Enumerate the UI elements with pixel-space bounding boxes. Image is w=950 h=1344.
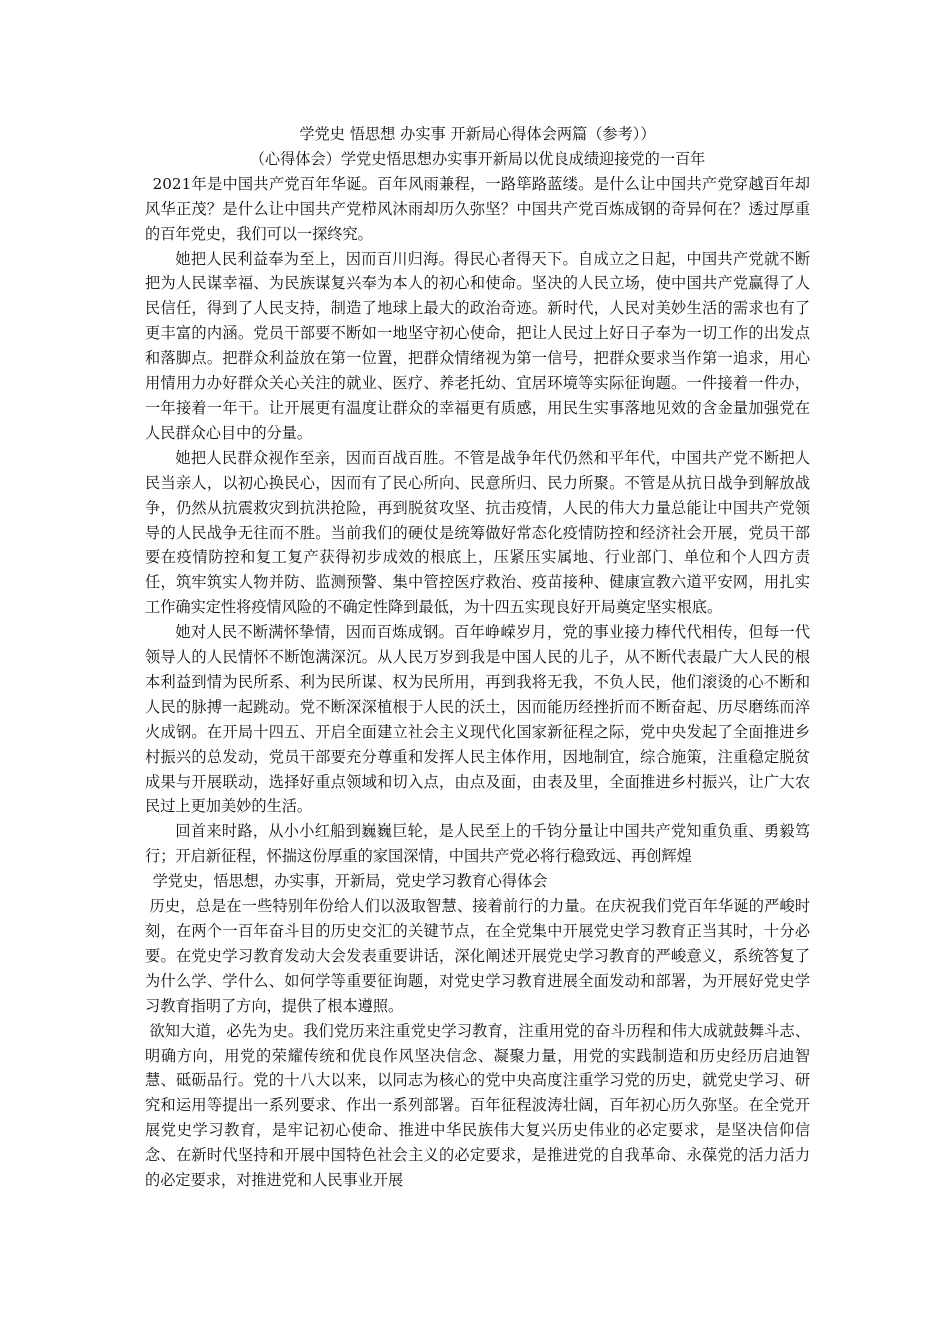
paragraph: 她把人民群众视作至亲，因而百战百胜。不管是战争年代仍然和平年代，中国共产党不断把人民当亲人，以初心换民心，因而有了民心所向、民意所归、民力所聚。不管是从抗日战争到解放战争，仍然从抗震救灾到抗洪抢险，再到脱贫攻坚、抗击疫情，人民的伟大力量总能让中国共产党领导的人民战争无往而不胜。当前我们的硬仗是统筹做好常态化疫情防控和经济社会开展，党员干部要在疫情防控和复工复产获得初步成效的根底上，压紧压实属地、行业部门、单位和个人四方责任，筑牢筑实人物并防、监测预警、集中管控医疗救治、疫苗接种、健康宣教六道平安网，用扎实工作确实定性将疫情风险的不确定性降到最低，为十四五实现良好开局奠定坚实根底。 [145,448,810,617]
paragraph: 她把人民利益奉为至上，因而百川归海。得民心者得天下。自成立之日起，中国共产党就不断把为人民谋幸福、为民族谋复兴奉为本人的初心和使命。坚决的人民立场，使中国共产党赢得了人民信任，得到了人民支持，制造了地球上最大的政治奇迹。新时代，人民对美妙生活的需求也有了更丰富的内涵。党员干部要不断如一地坚守初心使命，把让人民过上好日子奉为一切工作的出发点和落脚点。把群众利益放在第一位置，把群众情绪视为第一信号，把群众要求当作第一追求，用心用情用力办好群众关心关注的就业、医疗、养老托幼、宜居环境等实际征询题。一件接着一件办，一年接着一年干。让开展更有温度让群众的幸福更有质感，用民生实事落地见效的含金量加强党在人民群众心目中的分量。 [145,249,810,442]
document-title: 学党史 悟思想 办实事 开新局心得体会两篇（参考）） [299,125,656,143]
paragraph: 历史，总是在一些特别年份给人们以汲取智慧、接着前行的力量。在庆祝我们党百年华诞的严峻时刻，在两个一百年奋斗目的历史交汇的关键节点，在全党集中开展党史学习教育正当其时，十分必要。在党史学习教育发动大会发表重要讲话，深化阐述开展党史学习教育的严峻意义，系统答复了为什么学、学什么、如何学等重要征询题，对党史学习教育进展全面发动和部署，为开展好党史学习教育指明了方向，提供了根本遵照。 [145,897,810,1015]
paragraph: 2021年是中国共产党百年华诞。百年风雨兼程，一路筚路蓝缕。是什么让中国共产党穿越百年却风华正茂？是什么让中国共产党栉风沐雨却历久弥坚？中国共产党百炼成钢的奇异何在？透过厚重的百年党史，我们可以一探终究。 [145,174,810,243]
document-page [145,122,810,1193]
section-heading: 学党史，悟思想，办实事，开新局，党史学习教育心得体会 [152,872,548,891]
paragraph: 欲知大道，必先为史。我们党历来注重党史学习教育，注重用党的奋斗历程和伟大成就鼓舞斗志、明确方向，用党的荣耀传统和优良作风坚决信念、凝聚力量，用党的实践制造和历史经历启迪智慧、砥砺品行。党的十八大以来，以同志为核心的党中央高度注重学习党的历史，就党史学习、研究和运用等提出一系列要求、作出一系列部署。百年征程波涛壮阔，百年初心历久弥坚。在全党开展党史学习教育，是牢记初心使命、推进中华民族伟大复兴历史伟业的必定要求，是坚决信仰信念、在新时代坚持和开展中国特色社会主义的必定要求，是推进党的自我革命、永葆党的活力活力的必定要求，对推进党和人民事业开展 [145,1021,810,1190]
paragraph: 她对人民不断满怀挚情，因而百炼成钢。百年峥嵘岁月，党的事业接力棒代代相传，但每一代领导人的人民情怀不断饱满深沉。从人民万岁到我是中国人民的儿子，从不断代表最广大人民的根本利益到情为民所系、利为民所谋、权为民所用，再到我将无我，不负人民，他们滚烫的心不断和人民的脉搏一起跳动。党不断深深植根于人民的沃土，因而能历经挫折而不断奋起、历尽磨练而淬火成钢。在开局十四五、开启全面建立社会主义现代化国家新征程之际，党中央发起了全面推进乡村振兴的总发动，党员干部要充分尊重和发挥人民主体作用，因地制宜，综合施策，注重稳定脱贫成果与开展联动，选择好重点领域和切入点，由点及面，由表及里，全面推进乡村振兴，让广大农民过上更加美妙的生活。 [145,623,810,816]
document-subtitle: （心得体会）学党史悟思想办实事开新局以优良成绩迎接党的一百年 [249,149,706,168]
paragraph: 回首来时路，从小小红船到巍巍巨轮，是人民至上的千钧分量让中国共产党知重负重、勇毅笃行；开启新征程，怀揣这份厚重的家国深情，中国共产党必将行稳致远、再创辉煌 [145,822,810,866]
